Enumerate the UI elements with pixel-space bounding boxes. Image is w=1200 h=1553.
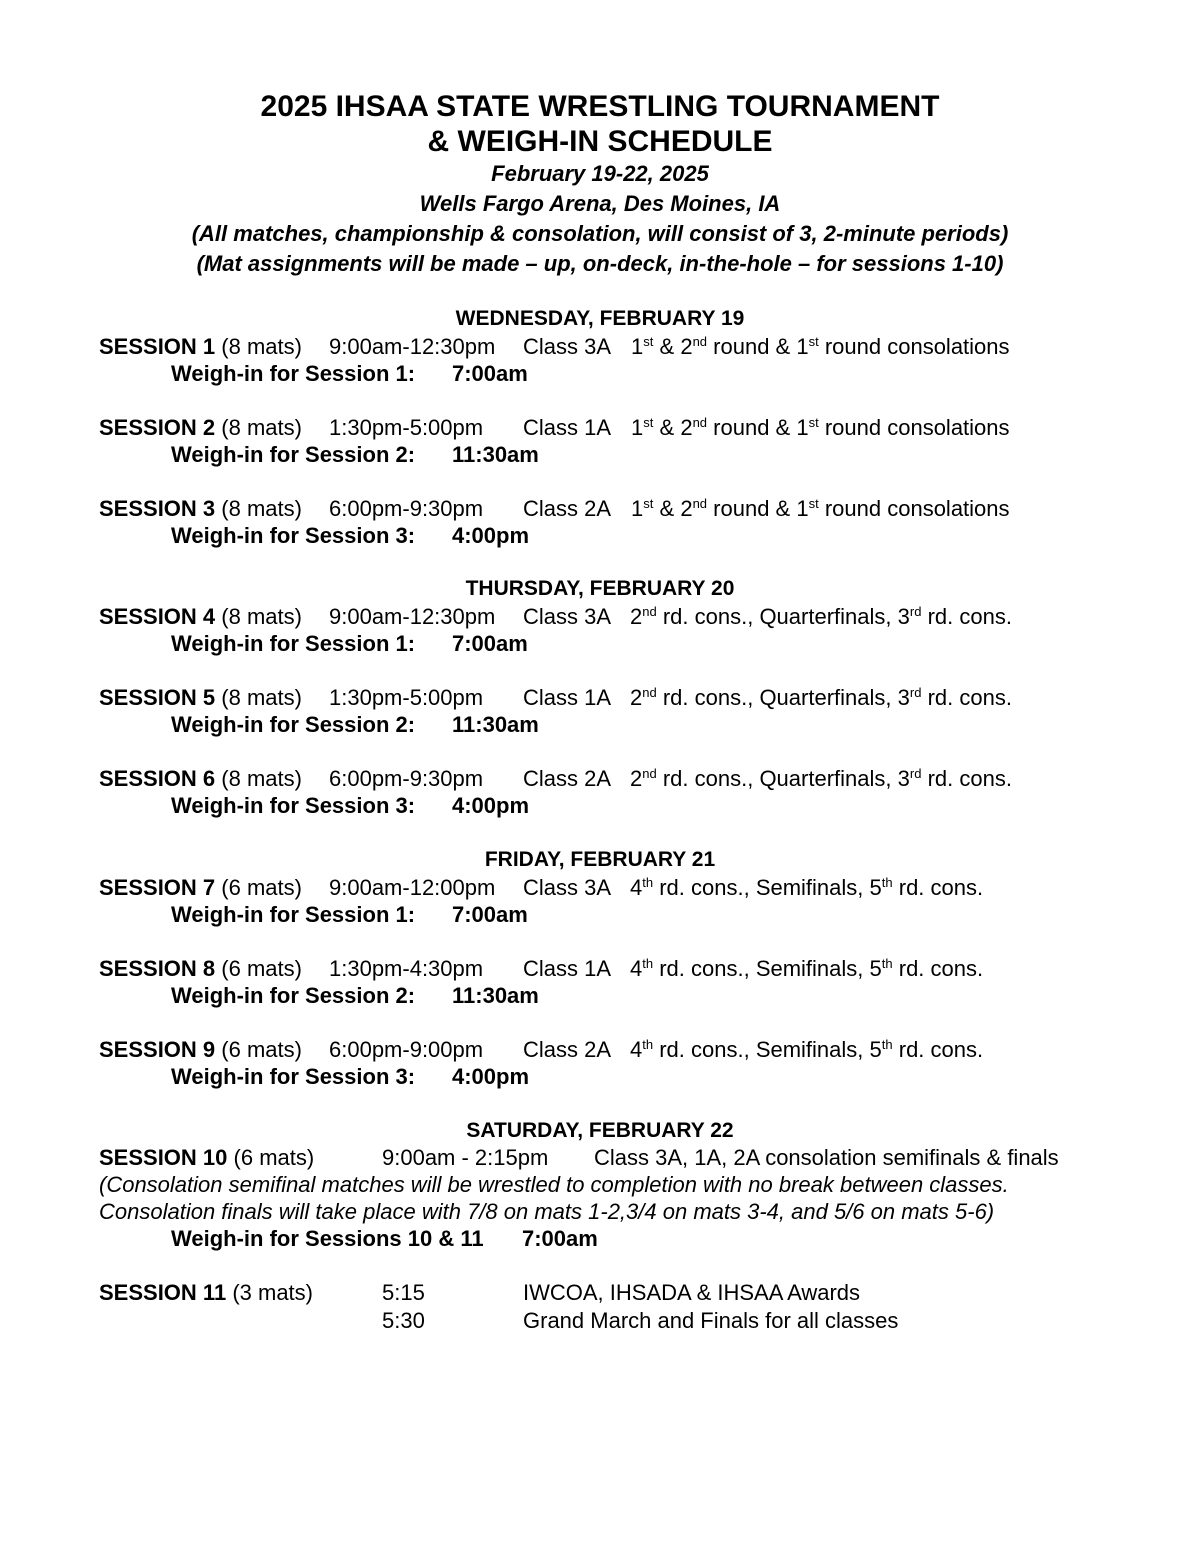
- session-time: 1:30pm-5:00pm: [329, 685, 484, 710]
- session-time: 9:00am-12:30pm: [329, 604, 496, 629]
- day-heading-saturday: SATURDAY, FEBRUARY 22: [466, 1119, 734, 1142]
- session-time: 6:00pm-9:30pm: [329, 496, 484, 521]
- day-heading-friday: FRIDAY, FEBRUARY 21: [484, 848, 716, 871]
- event-dates: February 19-22, 2025: [491, 161, 709, 186]
- day-heading-wednesday: WEDNESDAY, FEBRUARY 19: [455, 307, 745, 330]
- session-description: 1st & 2nd round & 1st round consolations: [631, 415, 1010, 440]
- session-time: 6:00pm-9:00pm: [329, 1037, 484, 1062]
- title-line-2: & WEIGH-IN SCHEDULE: [427, 125, 773, 158]
- session-description: 4th rd. cons., Semifinals, 5th rd. cons.: [630, 956, 984, 981]
- session-mats: (3 mats): [232, 1280, 313, 1305]
- session-description: 1st & 2nd round & 1st round consolations: [631, 496, 1010, 521]
- consolation-note-line-1: (Consolation semifinal matches will be wrestled to completion with no break between classes.: [99, 1172, 1009, 1197]
- periods-note: (All matches, championship & consolation, will consist of 3, 2-minute periods): [191, 221, 1009, 246]
- session-name: SESSION 5: [99, 685, 216, 710]
- weigh-in-label: Weigh-in for Session 1:: [171, 361, 416, 386]
- session-mats: (8 mats): [221, 334, 302, 359]
- weigh-in-label: Weigh-in for Session 3:: [171, 523, 416, 548]
- weigh-in-label: Weigh-in for Session 3:: [171, 1064, 416, 1089]
- session-name: SESSION 9: [99, 1037, 216, 1062]
- session-mats: (6 mats): [221, 1037, 302, 1062]
- session-name: SESSION 4: [99, 604, 216, 629]
- session-mats: (8 mats): [221, 415, 302, 440]
- session-description: 2nd rd. cons., Quarterfinals, 3rd rd. cons.: [630, 766, 1012, 791]
- session-time: 9:00am-12:30pm: [329, 334, 496, 359]
- weigh-in-time: 7:00am: [452, 631, 528, 656]
- weigh-in-time: 4:00pm: [452, 793, 530, 818]
- session-mats: (8 mats): [221, 496, 302, 521]
- session-class: Class 3A: [523, 604, 612, 629]
- event-venue: Wells Fargo Arena, Des Moines, IA: [419, 191, 781, 216]
- session-class: Class 2A: [523, 496, 612, 521]
- session-class: Class 2A: [523, 766, 612, 791]
- weigh-in-time: 4:00pm: [452, 1064, 530, 1089]
- session-name: SESSION 10: [99, 1145, 228, 1170]
- session-class: Class 1A: [523, 956, 612, 981]
- session-description: 4th rd. cons., Semifinals, 5th rd. cons.: [630, 1037, 984, 1062]
- session-name: SESSION 2: [99, 415, 216, 440]
- consolation-note-line-2: Consolation finals will take place with 7/8 on mats 1-2,3/4 on mats 3-4, and 5/6 on mats 5-6): [99, 1199, 995, 1224]
- weigh-in-time: 11:30am: [452, 983, 539, 1008]
- session-mats: (8 mats): [221, 766, 302, 791]
- mat-assignments-note: (Mat assignments will be made – up, on-deck, in-the-hole – for sessions 1-10): [196, 251, 1004, 276]
- session-class: Class 1A: [523, 685, 612, 710]
- session-time: 9:00am-12:00pm: [329, 875, 496, 900]
- weigh-in-time: 7:00am: [452, 361, 528, 386]
- session-time-awards: 5:15: [382, 1280, 425, 1305]
- session-description: 1st & 2nd round & 1st round consolations: [631, 334, 1010, 359]
- weigh-in-label: Weigh-in for Session 3:: [171, 793, 416, 818]
- session-time: 6:00pm-9:30pm: [329, 766, 484, 791]
- session-class: Class 3A: [523, 334, 612, 359]
- session-name: SESSION 3: [99, 496, 216, 521]
- session-mats: (6 mats): [221, 875, 302, 900]
- session-time-finals: 5:30: [382, 1308, 425, 1333]
- weigh-in-label: Weigh-in for Session 2:: [171, 712, 416, 737]
- session-class: Class 1A: [523, 415, 612, 440]
- session-class: Class 2A: [523, 1037, 612, 1062]
- title-line-1: 2025 IHSAA STATE WRESTLING TOURNAMENT: [260, 90, 940, 123]
- session-description: 4th rd. cons., Semifinals, 5th rd. cons.: [630, 875, 984, 900]
- day-heading-thursday: THURSDAY, FEBRUARY 20: [465, 577, 735, 600]
- session-time: 9:00am - 2:15pm: [382, 1145, 549, 1170]
- session-name: SESSION 8: [99, 956, 216, 981]
- session-description: 2nd rd. cons., Quarterfinals, 3rd rd. cons.: [630, 685, 1012, 710]
- session-name: SESSION 1: [99, 334, 216, 359]
- weigh-in-label: Weigh-in for Session 1:: [171, 902, 416, 927]
- session-description-finals: Grand March and Finals for all classes: [523, 1308, 899, 1333]
- weigh-in-label: Weigh-in for Session 2:: [171, 983, 416, 1008]
- weigh-in-time: 4:00pm: [452, 523, 530, 548]
- session-name: SESSION 11: [99, 1280, 227, 1305]
- session-mats: (8 mats): [221, 604, 302, 629]
- session-description: Class 3A, 1A, 2A consolation semifinals & finals: [594, 1145, 1059, 1170]
- session-mats: (6 mats): [221, 956, 302, 981]
- session-name: SESSION 7: [99, 875, 216, 900]
- session-name: SESSION 6: [99, 766, 216, 791]
- weigh-in-time: 11:30am: [452, 442, 539, 467]
- session-class: Class 3A: [523, 875, 612, 900]
- session-mats: (6 mats): [233, 1145, 315, 1170]
- weigh-in-time: 7:00am: [452, 902, 528, 927]
- session-time: 1:30pm-4:30pm: [329, 956, 484, 981]
- weigh-in-label: Weigh-in for Sessions 10 & 11: [171, 1226, 484, 1251]
- weigh-in-time: 7:00am: [522, 1226, 598, 1251]
- weigh-in-label: Weigh-in for Session 1:: [171, 631, 416, 656]
- weigh-in-label: Weigh-in for Session 2:: [171, 442, 416, 467]
- session-description-awards: IWCOA, IHSADA & IHSAA Awards: [523, 1280, 861, 1305]
- session-description: 2nd rd. cons., Quarterfinals, 3rd rd. cons.: [630, 604, 1012, 629]
- session-time: 1:30pm-5:00pm: [329, 415, 484, 440]
- weigh-in-time: 11:30am: [452, 712, 539, 737]
- session-mats: (8 mats): [221, 685, 302, 710]
